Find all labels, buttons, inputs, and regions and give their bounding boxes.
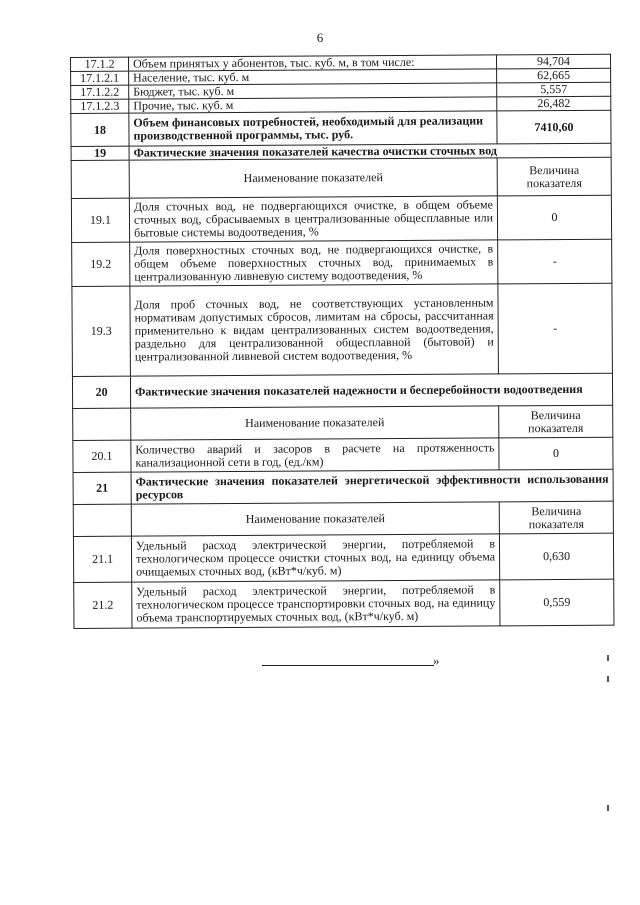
row-number: 17.1.2.2 — [71, 85, 129, 99]
row-value: 7410,60 — [497, 110, 611, 144]
row-text: Доля поверхностных сточных вод, не подвергающихся очистке, в общем объеме поверхностных сточных вод, принимаемых в централизованную ливневую систему водоотведения, % — [130, 240, 498, 286]
row-number: 19.2 — [72, 242, 130, 286]
indicators-table — [70, 54, 614, 629]
column-header-value: Величина показателя — [497, 157, 611, 196]
table-row — [71, 110, 611, 146]
scan-edge-mark — [607, 676, 609, 682]
row-value: 62,665 — [497, 68, 611, 83]
row-number: 19.1 — [71, 198, 129, 242]
row-number: 21.2 — [74, 582, 132, 628]
section-header-row — [73, 469, 613, 504]
row-text: Доля сточных вод, не подвергающихся очистке, в общем объеме сточных вод, сбрасываемых в централизованные общесплавные или бытовые системы водоотведения, % — [129, 196, 497, 242]
row-text: Доля проб сточных вод, не соответствующих установленным нормативам допустимых сбросов, лимитам на сбросы, рассчитанная применительно к видам централизованных систем водоотведения, раздельно для централизованной общесплавной (бытовой) и централизованной ливневой систем водоотведения, % — [130, 284, 499, 376]
row-value: 5,557 — [497, 82, 611, 97]
row-number: 19.3 — [72, 286, 131, 376]
empty-cell — [73, 408, 131, 440]
column-header-name: Наименование показателей — [129, 158, 497, 198]
table-row — [72, 283, 613, 376]
section-title: Фактические значения показателей энергетической эффективности использования ресурсов — [131, 469, 613, 504]
row-text: Количество аварий и засоров в расчете на протяженность канализационной сети в год, (ед./км) — [131, 438, 499, 472]
table-row — [71, 195, 611, 242]
table-row — [73, 533, 613, 582]
closing-quote-mark: » — [433, 653, 440, 668]
page-number: 6 — [316, 30, 324, 45]
section-header-row — [72, 373, 612, 408]
row-text: Прочие, тыс. куб. м — [129, 97, 497, 113]
empty-cell — [73, 504, 131, 536]
section-title: Фактические значения показателей надежности и бесперебойности водоотведения — [130, 373, 612, 408]
row-number: 20.1 — [73, 440, 131, 472]
empty-cell — [71, 160, 129, 198]
row-text: Удельный расход электрической энергии, потребляемой в технологическом процессе транспортировки сточных вод, на единицу объема транспортируемых сточных вод, (кВт*ч/куб. м) — [132, 580, 500, 628]
section-title: Фактические значения показателей качества очистки сточных вод — [129, 143, 611, 160]
row-value: 0 — [497, 195, 611, 240]
row-value: - — [498, 283, 613, 374]
row-number: 17.1.2 — [71, 57, 129, 71]
section-number: 20 — [72, 376, 130, 408]
table-row — [72, 239, 612, 286]
row-number: 17.1.2.3 — [71, 99, 129, 113]
scan-edge-mark — [607, 805, 609, 811]
row-value: 94,704 — [496, 54, 610, 69]
row-value: 0,559 — [500, 579, 614, 626]
table-row — [73, 437, 613, 472]
column-header-name: Наименование показателей — [131, 406, 499, 440]
row-value: 0 — [499, 437, 613, 470]
row-value: 0,630 — [499, 533, 613, 580]
closing-underline — [262, 665, 434, 666]
column-header-value: Величина показателя — [499, 501, 613, 534]
row-value: 26,482 — [497, 96, 611, 111]
row-number: 18 — [71, 113, 129, 146]
column-header-row — [71, 157, 611, 198]
column-header-value: Величина показателя — [499, 405, 613, 438]
row-number: 17.1.2.1 — [71, 71, 129, 85]
row-text: Объем принятых у абонентов, тыс. куб. м, в том числе: — [129, 55, 497, 71]
row-text: Бюджет, тыс. куб. м — [129, 83, 497, 99]
table-row — [74, 579, 614, 628]
row-number: 21.1 — [73, 536, 131, 582]
row-text: Население, тыс. куб. м — [129, 69, 497, 85]
row-value: - — [498, 239, 612, 284]
column-header-row — [73, 501, 613, 536]
section-number: 21 — [73, 472, 131, 504]
column-header-row — [73, 405, 613, 440]
section-number: 19 — [71, 146, 129, 160]
row-text: Объем финансовых потребностей, необходимый для реализации производственной программы, тыс. руб. — [129, 111, 497, 146]
row-text: Удельный расход электрической энергии, потребляемой в технологическом процессе очистки сточных вод, на единицу объема очищаемых сточных вод, (кВт*ч/куб. м) — [131, 534, 499, 582]
scan-edge-mark — [607, 655, 609, 661]
column-header-name: Наименование показателей — [131, 502, 499, 536]
